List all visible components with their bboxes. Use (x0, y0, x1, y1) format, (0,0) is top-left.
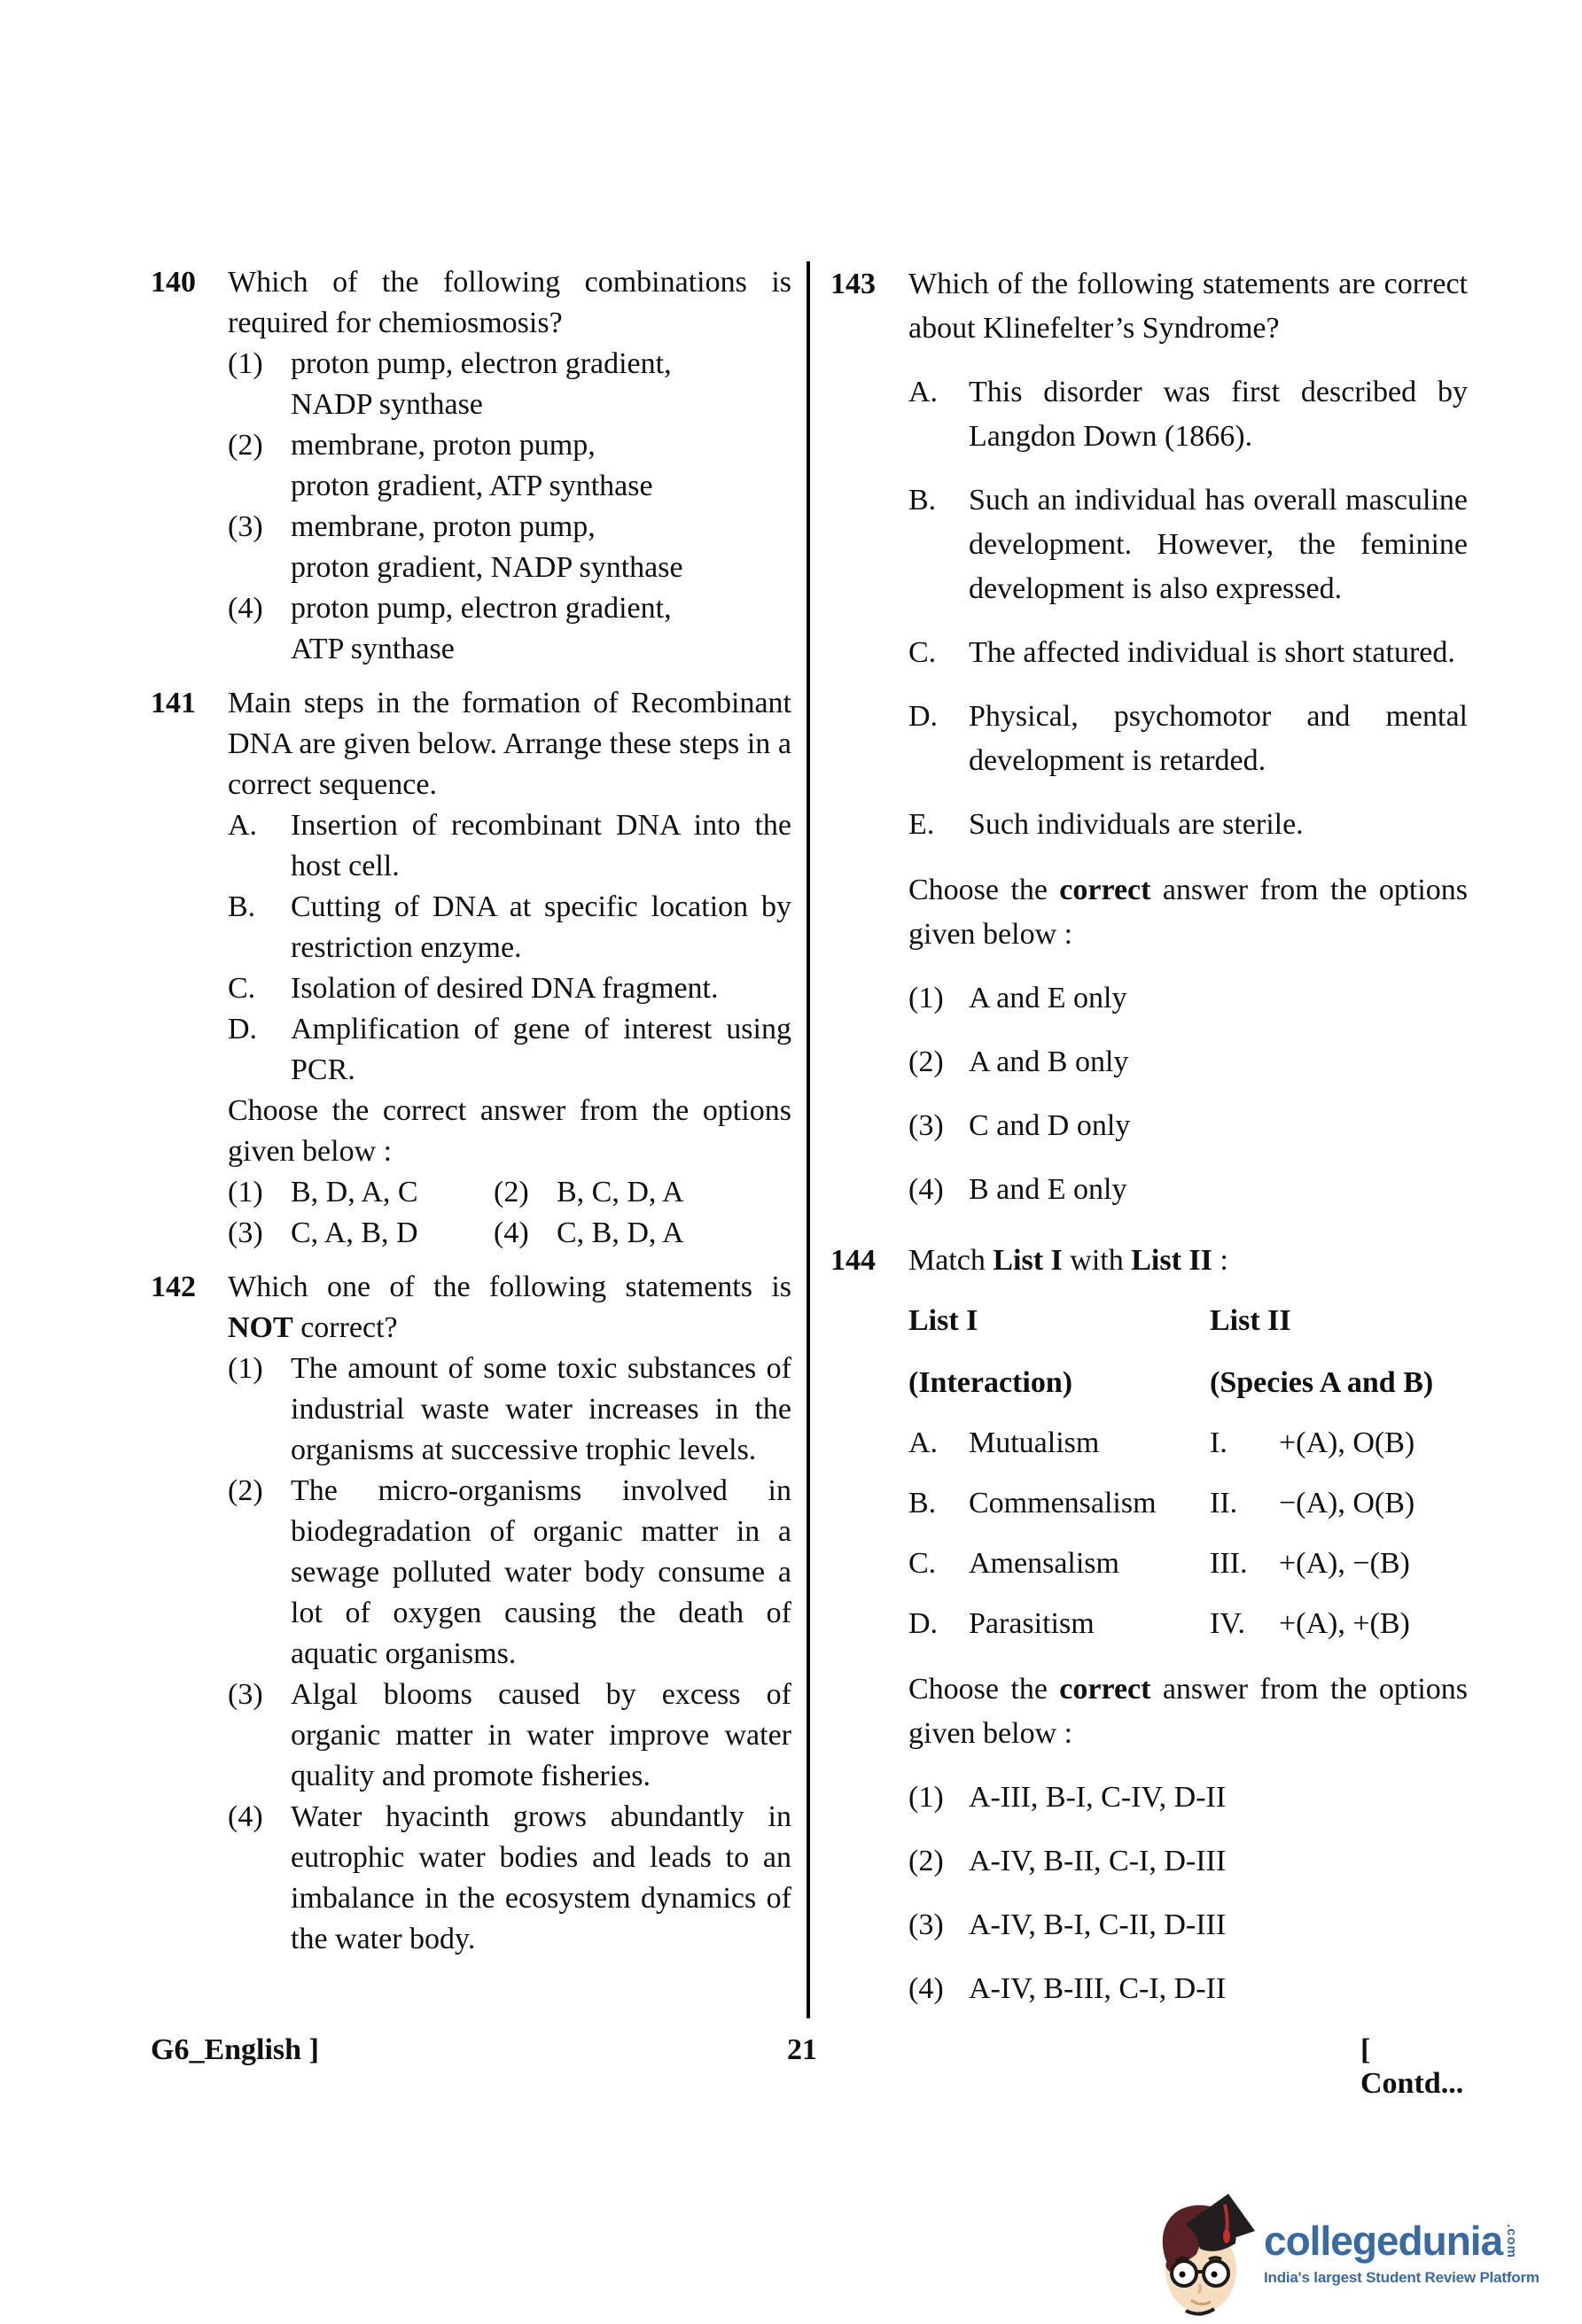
option-text: proton pump, electron gradient, ATP synthase (291, 592, 672, 665)
option-marker: (2) (908, 1845, 944, 1877)
question-143 (830, 262, 1468, 1212)
bold-correct: correct (1059, 874, 1151, 906)
option-row (908, 1040, 1468, 1084)
question-142 (151, 1267, 791, 1960)
table-row (908, 1542, 1468, 1586)
option-marker: (4) (908, 1972, 944, 2005)
option-row (228, 1471, 791, 1675)
right-column (830, 262, 1468, 2011)
mascot-icon (1150, 2185, 1255, 2321)
row-marker: B. (908, 1487, 937, 1520)
list-item (228, 887, 791, 968)
option-marker: (1) (228, 1176, 263, 1209)
list1-header: List I (908, 1304, 978, 1337)
match-table-header (908, 1299, 1468, 1343)
bold-not: NOT (228, 1311, 293, 1344)
option-text: A-IV, B-I, C-II, D-III (969, 1908, 1227, 1941)
choose-instruction: Choose the correct answer from the options given below : (908, 874, 1469, 951)
option-text: A-IV, B-II, C-I, D-III (969, 1845, 1227, 1877)
option-text: A and B only (969, 1045, 1129, 1078)
option-row (908, 1168, 1468, 1212)
option-row (908, 1967, 1468, 2011)
question-141 (151, 683, 791, 1254)
item-text: The affected individual is short statured. (969, 636, 1455, 669)
option-text: membrane, proton pump, proton gradient, NADP synthase (291, 510, 683, 584)
item-text: Isolation of desired DNA fragment. (291, 972, 719, 1005)
row-text: Parasitism (969, 1607, 1095, 1640)
row-marker: II. (1210, 1487, 1238, 1520)
list-item (228, 805, 791, 887)
option-marker: (1) (228, 347, 263, 380)
list1-subheader: (Interaction) (908, 1366, 1073, 1399)
option-text: The amount of some toxic substances of industrial waste water increases in the organisms at successive trophic levels. (291, 1352, 791, 1466)
item-marker: C. (908, 636, 937, 669)
option-marker: (4) (494, 1216, 529, 1249)
options-list (908, 1776, 1468, 2011)
row-marker: I. (1210, 1426, 1227, 1459)
option-row (908, 1104, 1468, 1148)
item-text: Cutting of DNA at specific location by restriction enzyme. (291, 890, 791, 964)
option-marker: (1) (908, 1781, 944, 1814)
row-text: Mutualism (969, 1426, 1100, 1459)
footer-contd: [ Contd... (1360, 2033, 1464, 2100)
choose-instruction: Choose the correct answer from the options given below : (228, 1094, 791, 1168)
question-stem: Which of the following statements are correct about Klinefelter’s Syndrome? (908, 268, 1468, 345)
item-text: Insertion of recombinant DNA into the host cell. (291, 809, 791, 882)
list-item (908, 803, 1468, 847)
table-row (908, 1421, 1468, 1465)
item-marker: D. (228, 1013, 258, 1045)
option-row (494, 1172, 791, 1213)
question-140 (151, 262, 791, 670)
row-marker: C. (908, 1547, 937, 1580)
item-text: Such an individual has overall masculine development. However, the feminine development is also expressed. (969, 484, 1468, 605)
brand-wordmark: collegedunia (1264, 2218, 1503, 2264)
options-list (908, 976, 1468, 1212)
list-item (228, 1009, 791, 1091)
row-text: −(A), O(B) (1279, 1487, 1415, 1520)
option-row (228, 1349, 791, 1471)
option-row (228, 507, 791, 588)
option-marker: (3) (228, 510, 263, 543)
row-marker: A. (908, 1426, 939, 1459)
option-marker: (1) (228, 1352, 263, 1385)
option-text: proton pump, electron gradient, NADP synthase (291, 347, 672, 421)
item-text: Amplification of gene of interest using PCR. (291, 1013, 791, 1086)
list2-subheader: (Species A and B) (1210, 1366, 1434, 1399)
question-number: 141 (151, 687, 196, 719)
option-row (908, 1903, 1468, 1947)
item-text: Such individuals are sterile. (969, 808, 1304, 841)
option-marker: (2) (228, 429, 263, 462)
option-text: membrane, proton pump, proton gradient, ATP synthase (291, 429, 653, 502)
option-row (228, 344, 791, 425)
footer-doc-code: G6_English ] (151, 2033, 319, 2066)
option-text: Water hyacinth grows abundantly in eutrophic water bodies and leads to an imbalance in the ecosystem dynamics of the water body. (291, 1800, 791, 1955)
question-144 (830, 1239, 1468, 2011)
brand-tld: .com (1504, 2224, 1520, 2259)
option-marker: (1) (908, 982, 944, 1014)
table-row (908, 1602, 1468, 1646)
option-row (228, 1172, 494, 1213)
match-table-subheader (908, 1361, 1468, 1405)
option-text: A-III, B-I, C-IV, D-II (969, 1781, 1227, 1814)
bold-correct: correct (1059, 1673, 1151, 1706)
option-marker: (4) (228, 1800, 263, 1833)
option-row (228, 1797, 791, 1960)
row-text: +(A), O(B) (1279, 1426, 1415, 1459)
choose-instruction: Choose the correct answer from the options given below : (908, 1673, 1469, 1750)
column-divider-line (807, 261, 810, 2018)
option-text: B, D, A, C (291, 1176, 418, 1209)
question-number: 143 (830, 268, 876, 300)
option-marker: (3) (908, 1908, 944, 1941)
row-marker: D. (908, 1607, 939, 1640)
option-text: C, A, B, D (291, 1216, 418, 1249)
row-marker: III. (1210, 1547, 1248, 1580)
row-text: +(A), +(B) (1279, 1607, 1410, 1640)
question-stem: Main steps in the formation of Recombinant DNA are given below. Arrange these steps in a correct sequence. (228, 687, 791, 801)
row-text: Amensalism (969, 1547, 1119, 1580)
question-number: 144 (830, 1244, 876, 1277)
table-row (908, 1481, 1468, 1526)
option-text: C and D only (969, 1109, 1131, 1142)
item-text: This disorder was first described by Langdon Down (1866). (969, 376, 1468, 453)
option-row (494, 1213, 791, 1254)
option-marker: (3) (228, 1678, 263, 1711)
option-marker: (2) (908, 1045, 944, 1078)
option-text: A and E only (969, 982, 1127, 1014)
list-item (908, 370, 1468, 459)
question-stem: Which one of the following statements is NOT correct? (228, 1271, 791, 1344)
item-marker: B. (228, 890, 256, 923)
footer-page-number: 21 (787, 2033, 817, 2066)
question-stem: Which of the following combinations is required for chemiosmosis? (228, 266, 791, 339)
option-text: C, B, D, A (557, 1216, 684, 1249)
option-text: A-IV, B-III, C-I, D-II (969, 1972, 1227, 2005)
option-text: B, C, D, A (557, 1176, 684, 1209)
question-number: 142 (151, 1271, 196, 1303)
option-row (908, 1839, 1468, 1884)
option-row (228, 1213, 494, 1254)
item-marker: D. (908, 700, 939, 733)
option-row (228, 588, 791, 670)
item-marker: A. (228, 809, 258, 842)
list-item (908, 631, 1468, 675)
option-marker: (4) (228, 592, 263, 625)
option-row (908, 976, 1468, 1021)
item-marker: C. (228, 972, 256, 1005)
list-item (908, 478, 1468, 611)
list2-header: List II (1210, 1304, 1291, 1337)
option-marker: (3) (908, 1109, 944, 1142)
option-marker: (4) (908, 1173, 944, 1206)
row-text: +(A), −(B) (1279, 1547, 1410, 1580)
option-row (908, 1776, 1468, 1820)
item-marker: A. (908, 376, 939, 408)
row-text: Commensalism (969, 1487, 1157, 1520)
option-marker: (2) (228, 1474, 263, 1507)
brand-tagline: India's largest Student Review Platform (1264, 2269, 1539, 2286)
row-marker: IV. (1210, 1607, 1245, 1640)
option-marker: (2) (494, 1176, 529, 1209)
item-text: Physical, psychomotor and mental development is retarded. (969, 700, 1468, 777)
option-text: The micro-organisms involved in biodegradation of organic matter in a sewage polluted water body consume a lot of oxygen causing the death of aquatic organisms. (291, 1474, 791, 1670)
options-grid (228, 1172, 791, 1254)
option-row (228, 425, 791, 507)
left-column (151, 262, 791, 1960)
item-marker: B. (908, 484, 937, 517)
list-item (228, 968, 791, 1009)
question-stem: Match List I with List II : (908, 1244, 1228, 1277)
option-text: Algal blooms caused by excess of organic matter in water improve water quality and promote fisheries. (291, 1678, 791, 1792)
option-text: B and E only (969, 1173, 1127, 1206)
item-marker: E. (908, 808, 935, 841)
option-row (228, 1675, 791, 1797)
option-marker: (3) (228, 1216, 263, 1249)
collegedunia-logo (1150, 2185, 1582, 2321)
question-number: 140 (151, 266, 196, 299)
list-item (908, 695, 1468, 783)
